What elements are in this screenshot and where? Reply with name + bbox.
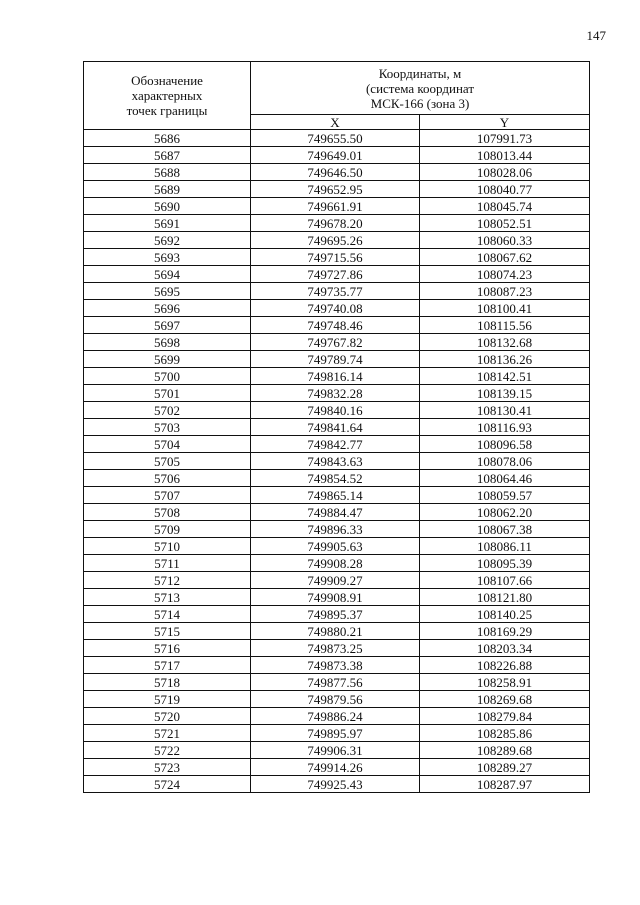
y-coordinate-cell: 108052.51 [420, 215, 590, 232]
y-coordinate-cell: 108226.88 [420, 657, 590, 674]
x-coordinate-cell: 749843.63 [251, 453, 420, 470]
x-coordinate-cell: 749896.33 [251, 521, 420, 538]
point-id-cell: 5700 [84, 368, 251, 385]
table-row [84, 589, 590, 606]
point-id-cell: 5714 [84, 606, 251, 623]
table-body [84, 130, 590, 793]
y-coordinate-cell: 108203.34 [420, 640, 590, 657]
table-row [84, 640, 590, 657]
table-row [84, 691, 590, 708]
x-coordinate-cell: 749879.56 [251, 691, 420, 708]
table-row [84, 317, 590, 334]
x-coordinate-cell: 749895.97 [251, 725, 420, 742]
header-x: X [251, 115, 420, 130]
x-coordinate-cell: 749715.56 [251, 249, 420, 266]
x-coordinate-cell: 749678.20 [251, 215, 420, 232]
header-coords-line: (система координат [365, 80, 475, 96]
y-coordinate-cell: 107991.73 [420, 130, 590, 147]
table-row [84, 334, 590, 351]
point-id-cell: 5702 [84, 402, 251, 419]
y-coordinate-cell: 108087.23 [420, 283, 590, 300]
point-id-cell: 5706 [84, 470, 251, 487]
point-id-cell: 5711 [84, 555, 251, 572]
point-id-cell: 5691 [84, 215, 251, 232]
x-coordinate-cell: 749886.24 [251, 708, 420, 725]
point-id-cell: 5707 [84, 487, 251, 504]
table-row [84, 436, 590, 453]
point-id-cell: 5703 [84, 419, 251, 436]
point-id-cell: 5695 [84, 283, 251, 300]
y-coordinate-cell: 108028.06 [420, 164, 590, 181]
table-row [84, 181, 590, 198]
y-coordinate-cell: 108132.68 [420, 334, 590, 351]
y-coordinate-cell: 108067.62 [420, 249, 590, 266]
header-coords-line: Координаты, м [378, 65, 462, 81]
table-row [84, 759, 590, 776]
x-coordinate-cell: 749661.91 [251, 198, 420, 215]
table-row [84, 130, 590, 147]
table-row [84, 674, 590, 691]
x-coordinate-cell: 749841.64 [251, 419, 420, 436]
y-coordinate-cell: 108130.41 [420, 402, 590, 419]
y-coordinate-cell: 108078.06 [420, 453, 590, 470]
point-id-cell: 5696 [84, 300, 251, 317]
x-coordinate-cell: 749727.86 [251, 266, 420, 283]
y-coordinate-cell: 108269.68 [420, 691, 590, 708]
y-coordinate-cell: 108139.15 [420, 385, 590, 402]
header-y: Y [420, 115, 590, 130]
table-row [84, 266, 590, 283]
table-row [84, 776, 590, 793]
point-id-cell: 5688 [84, 164, 251, 181]
header-coords-line: МСК-166 (зона 3) [370, 95, 470, 111]
point-id-cell: 5723 [84, 759, 251, 776]
y-coordinate-cell: 108013.44 [420, 147, 590, 164]
table-row [84, 555, 590, 572]
point-id-cell: 5693 [84, 249, 251, 266]
x-coordinate-cell: 749908.91 [251, 589, 420, 606]
point-id-cell: 5699 [84, 351, 251, 368]
x-coordinate-cell: 749873.38 [251, 657, 420, 674]
y-coordinate-cell: 108115.56 [420, 317, 590, 334]
header-coordinates [251, 62, 590, 115]
x-coordinate-cell: 749909.27 [251, 572, 420, 589]
y-coordinate-cell: 108136.26 [420, 351, 590, 368]
table-row [84, 623, 590, 640]
table-row [84, 164, 590, 181]
point-id-cell: 5713 [84, 589, 251, 606]
y-coordinate-cell: 108289.68 [420, 742, 590, 759]
y-coordinate-cell: 108064.46 [420, 470, 590, 487]
point-id-cell: 5721 [84, 725, 251, 742]
point-id-cell: 5717 [84, 657, 251, 674]
header-point-line: Обозначение [131, 73, 203, 88]
y-coordinate-cell: 108096.58 [420, 436, 590, 453]
header-point-line: характерных [131, 88, 203, 103]
y-coordinate-cell: 108045.74 [420, 198, 590, 215]
y-coordinate-cell: 108086.11 [420, 538, 590, 555]
point-id-cell: 5687 [84, 147, 251, 164]
y-coordinate-cell: 108059.57 [420, 487, 590, 504]
table-row [84, 232, 590, 249]
table-row [84, 725, 590, 742]
table-row [84, 147, 590, 164]
x-coordinate-cell: 749789.74 [251, 351, 420, 368]
table-row [84, 198, 590, 215]
table-header [84, 62, 590, 130]
y-coordinate-cell: 108279.84 [420, 708, 590, 725]
point-id-cell: 5718 [84, 674, 251, 691]
table-row [84, 657, 590, 674]
x-coordinate-cell: 749740.08 [251, 300, 420, 317]
point-id-cell: 5712 [84, 572, 251, 589]
table-row [84, 283, 590, 300]
header-point-line: точек границы [126, 103, 208, 118]
y-coordinate-cell: 108074.23 [420, 266, 590, 283]
point-id-cell: 5694 [84, 266, 251, 283]
table-row [84, 521, 590, 538]
point-id-cell: 5722 [84, 742, 251, 759]
point-id-cell: 5719 [84, 691, 251, 708]
point-id-cell: 5705 [84, 453, 251, 470]
x-coordinate-cell: 749816.14 [251, 368, 420, 385]
point-id-cell: 5710 [84, 538, 251, 555]
x-coordinate-cell: 749767.82 [251, 334, 420, 351]
x-coordinate-cell: 749865.14 [251, 487, 420, 504]
x-coordinate-cell: 749877.56 [251, 674, 420, 691]
x-coordinate-cell: 749695.26 [251, 232, 420, 249]
x-coordinate-cell: 749832.28 [251, 385, 420, 402]
y-coordinate-cell: 108287.97 [420, 776, 590, 793]
table-row [84, 300, 590, 317]
point-id-cell: 5692 [84, 232, 251, 249]
x-coordinate-cell: 749895.37 [251, 606, 420, 623]
x-coordinate-cell: 749735.77 [251, 283, 420, 300]
y-coordinate-cell: 108100.41 [420, 300, 590, 317]
y-coordinate-cell: 108040.77 [420, 181, 590, 198]
y-coordinate-cell: 108121.80 [420, 589, 590, 606]
page-number: 147 [586, 28, 606, 43]
point-id-cell: 5686 [84, 130, 251, 147]
table-row [84, 419, 590, 436]
y-coordinate-cell: 108258.91 [420, 674, 590, 691]
table-row [84, 606, 590, 623]
y-coordinate-cell: 108062.20 [420, 504, 590, 521]
y-coordinate-cell: 108289.27 [420, 759, 590, 776]
x-coordinate-cell: 749655.50 [251, 130, 420, 147]
x-coordinate-cell: 749842.77 [251, 436, 420, 453]
x-coordinate-cell: 749925.43 [251, 776, 420, 793]
x-coordinate-cell: 749914.26 [251, 759, 420, 776]
x-coordinate-cell: 749884.47 [251, 504, 420, 521]
header-point-designation [84, 62, 251, 130]
table-row [84, 708, 590, 725]
table-row [84, 538, 590, 555]
table-row [84, 368, 590, 385]
x-coordinate-cell: 749646.50 [251, 164, 420, 181]
point-id-cell: 5720 [84, 708, 251, 725]
y-coordinate-cell: 108116.93 [420, 419, 590, 436]
table-row [84, 487, 590, 504]
point-id-cell: 5716 [84, 640, 251, 657]
y-coordinate-cell: 108142.51 [420, 368, 590, 385]
point-id-cell: 5701 [84, 385, 251, 402]
x-coordinate-cell: 749906.31 [251, 742, 420, 759]
y-coordinate-cell: 108285.86 [420, 725, 590, 742]
table-row [84, 351, 590, 368]
y-coordinate-cell: 108095.39 [420, 555, 590, 572]
point-id-cell: 5697 [84, 317, 251, 334]
table-row [84, 504, 590, 521]
x-coordinate-cell: 749652.95 [251, 181, 420, 198]
x-coordinate-cell: 749908.28 [251, 555, 420, 572]
table-row [84, 742, 590, 759]
table-row [84, 572, 590, 589]
table-row [84, 470, 590, 487]
coordinates-table [83, 61, 590, 793]
table-row [84, 215, 590, 232]
point-id-cell: 5724 [84, 776, 251, 793]
point-id-cell: 5689 [84, 181, 251, 198]
y-coordinate-cell: 108140.25 [420, 606, 590, 623]
point-id-cell: 5704 [84, 436, 251, 453]
point-id-cell: 5715 [84, 623, 251, 640]
point-id-cell: 5708 [84, 504, 251, 521]
table-row [84, 249, 590, 266]
table-row [84, 453, 590, 470]
x-coordinate-cell: 749905.63 [251, 538, 420, 555]
x-coordinate-cell: 749873.25 [251, 640, 420, 657]
y-coordinate-cell: 108060.33 [420, 232, 590, 249]
x-coordinate-cell: 749880.21 [251, 623, 420, 640]
table-row [84, 402, 590, 419]
point-id-cell: 5690 [84, 198, 251, 215]
point-id-cell: 5698 [84, 334, 251, 351]
point-id-cell: 5709 [84, 521, 251, 538]
table-row [84, 385, 590, 402]
y-coordinate-cell: 108107.66 [420, 572, 590, 589]
x-coordinate-cell: 749854.52 [251, 470, 420, 487]
x-coordinate-cell: 749840.16 [251, 402, 420, 419]
x-coordinate-cell: 749649.01 [251, 147, 420, 164]
x-coordinate-cell: 749748.46 [251, 317, 420, 334]
y-coordinate-cell: 108169.29 [420, 623, 590, 640]
y-coordinate-cell: 108067.38 [420, 521, 590, 538]
